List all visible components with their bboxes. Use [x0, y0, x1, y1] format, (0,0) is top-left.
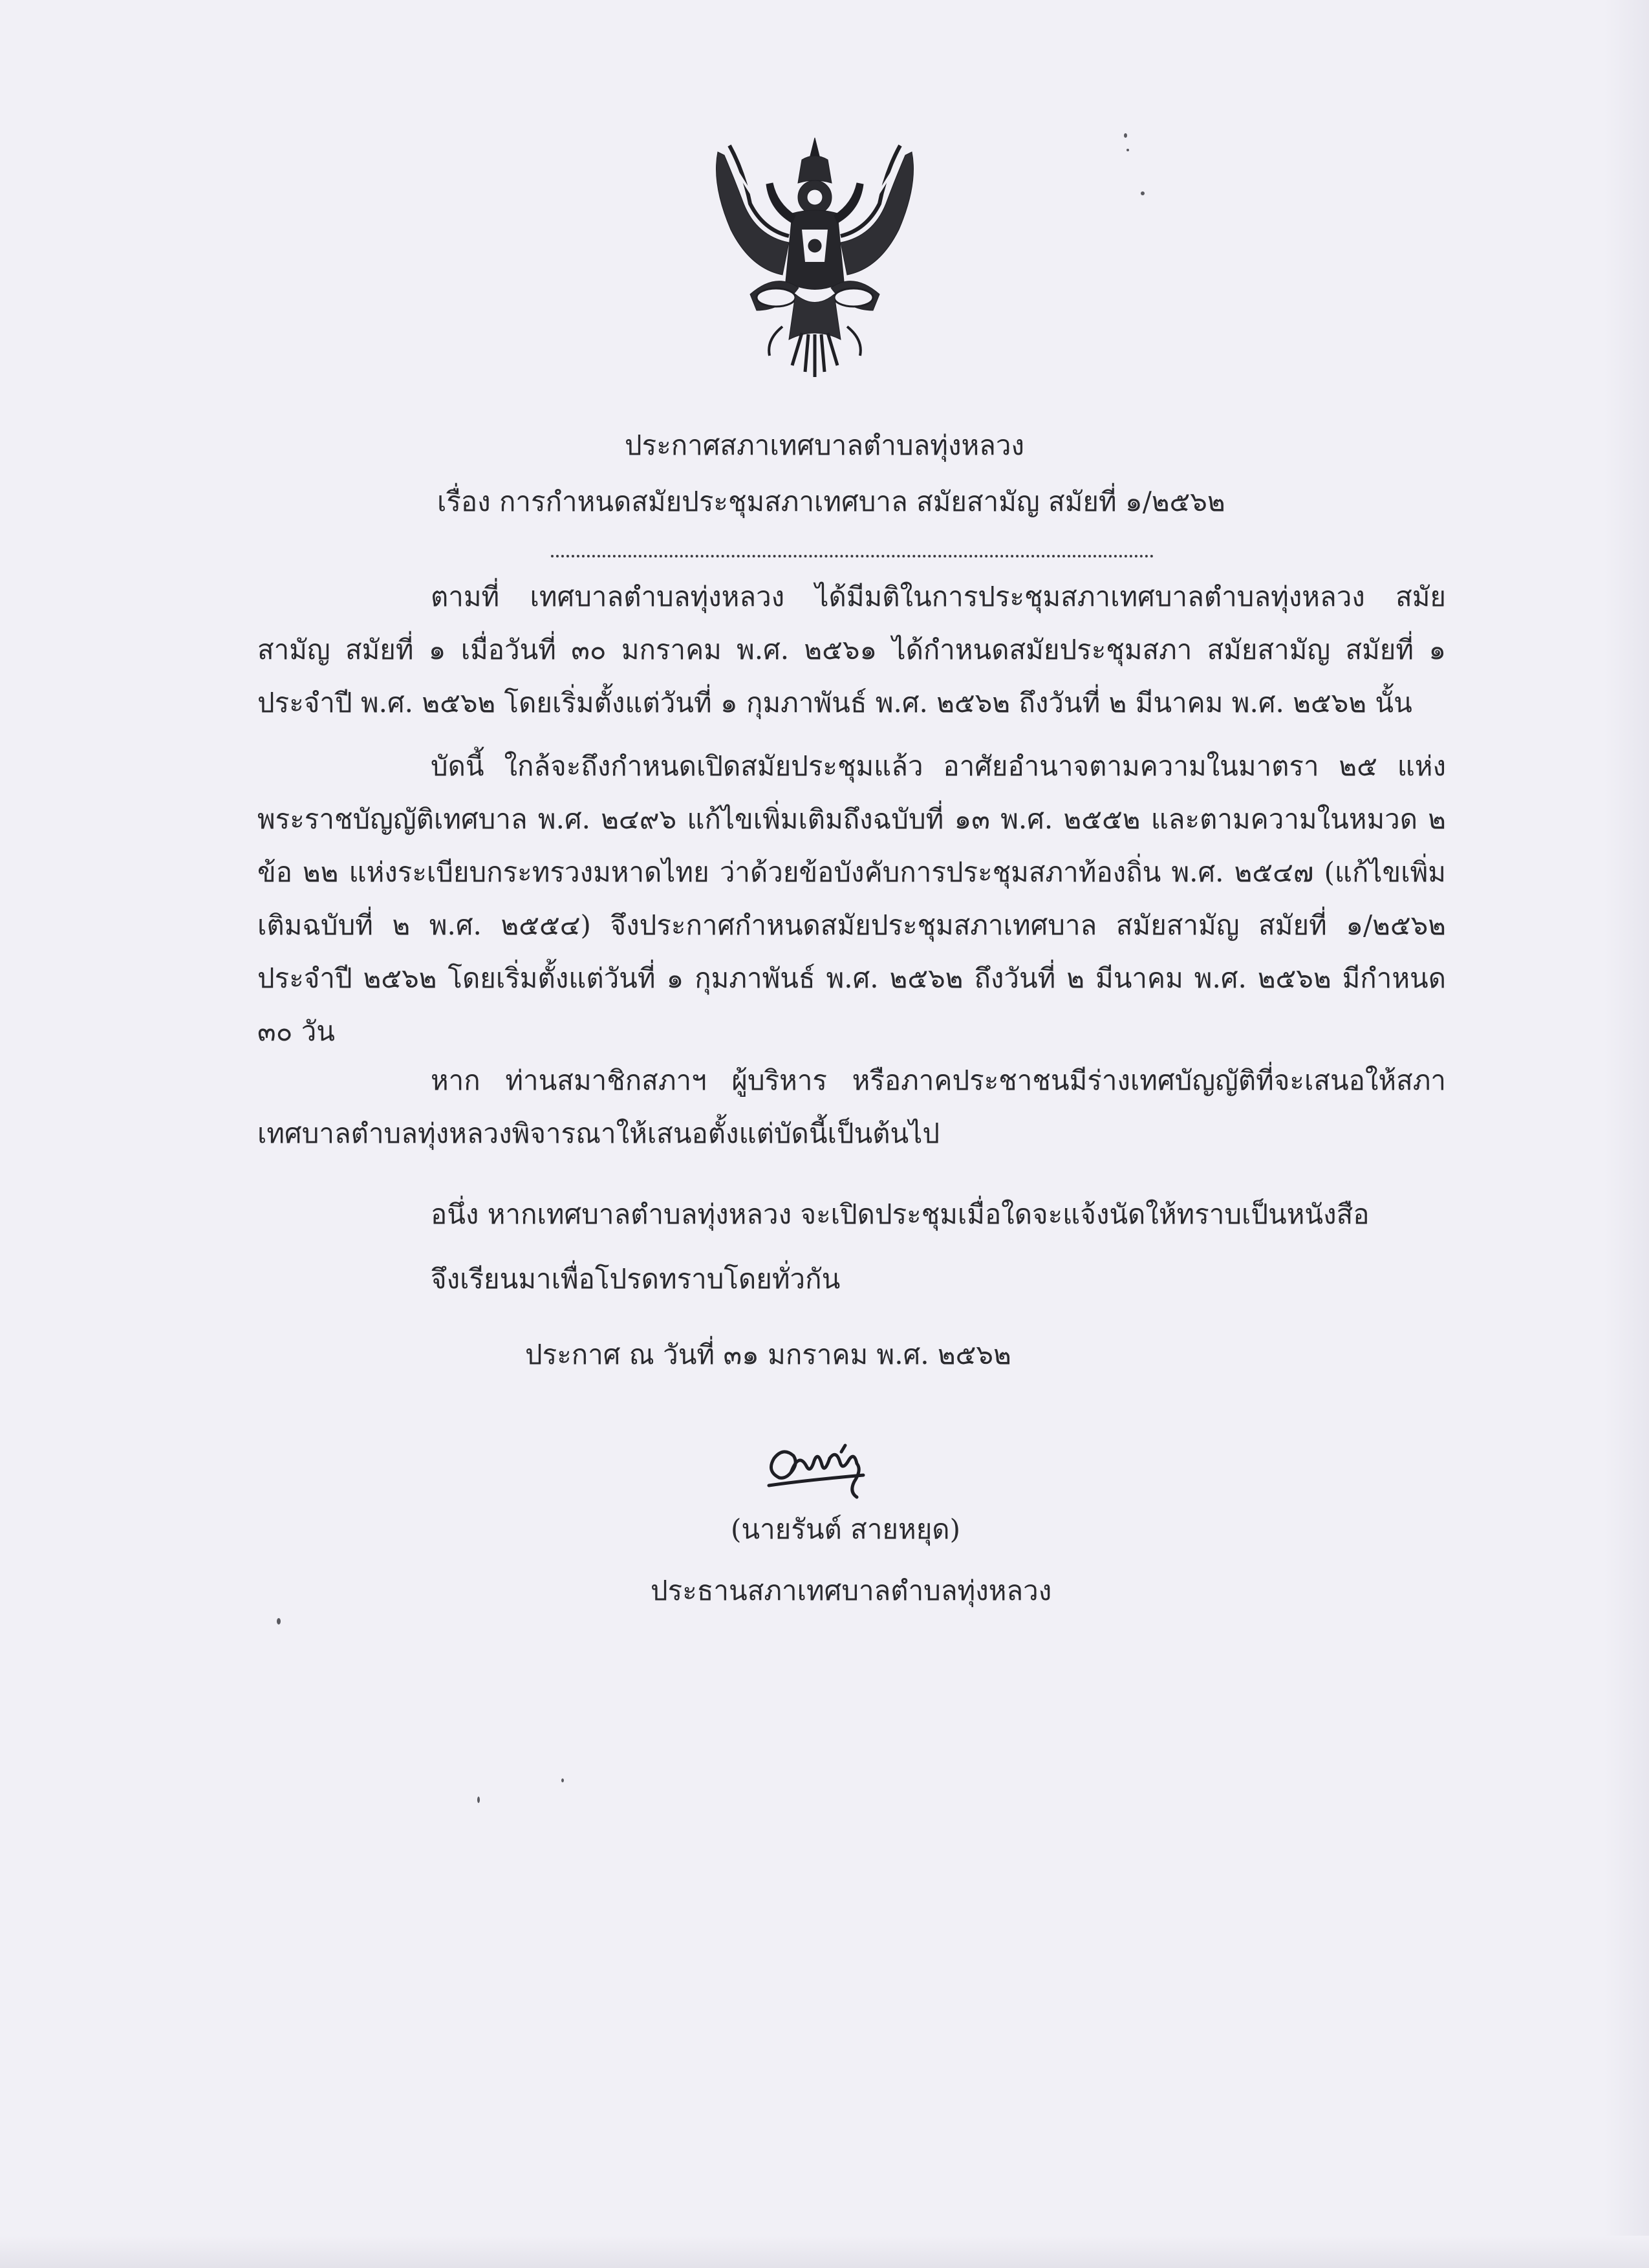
body-paragraph-3: หาก ท่านสมาชิกสภาฯ ผู้บริหาร หรือภาคประชาชนมีร่างเทศบัญญัติที่จะเสนอให้สภาเทศบาลตำบลทุ่งหลวงพิจารณาให้เสนอตั้งแต่บัดนี้เป็นต้นไป [257, 1064, 1446, 1149]
scan-speck [1126, 149, 1129, 151]
garuda-emblem-icon [705, 133, 925, 385]
handwritten-signature [760, 1432, 876, 1504]
scan-speck [1141, 191, 1145, 195]
announcement-date: ประกาศ ณ วันที่ ๓๑ มกราคม พ.ศ. ๒๕๖๒ [525, 1339, 1011, 1370]
body-paragraph-2: บัดนี้ ใกล้จะถึงกำหนดเปิดสมัยประชุมแล้ว อาศัยอำนาจตามความในมาตรา ๒๕ แห่งพระราชบัญญัติเทศบาล พ.ศ. ๒๔๙๖ แก้ไขเพิ่มเติมถึงฉบับที่ ๑๓ พ.ศ. ๒๕๕๒ และตามความในหมวด ๒ ข้อ ๒๒ แห่งระเบียบกระทรวงมหาดไทย ว่าด้วยข้อบังคับการประชุมสภาท้องถิ่น พ.ศ. ๒๕๔๗ (แก้ไขเพิ่มเติมฉบับที่ ๒ พ.ศ. ๒๕๕๔) จึงประกาศกำหนดสมัยประชุมสภาเทศบาล สมัยสามัญ สมัยที่ ๑/๒๕๖๒ ประจำปี ๒๕๖๒ โดยเริ่มตั้งแต่วันที่ ๑ กุมภาพันธ์ พ.ศ. ๒๕๖๒ ถึงวันที่ ๒ มีนาคม พ.ศ. ๒๕๖๒ มีกำหนด ๓๐ วัน [257, 750, 1446, 1047]
scan-speck [277, 1618, 281, 1625]
scan-speck [561, 1778, 564, 1782]
scan-bottom-shadow [0, 2236, 1649, 2268]
announcement-subject: เรื่อง การกำหนดสมัยประชุมสภาเทศบาล สมัยสามัญ สมัยที่ ๑/๒๕๖๒ [437, 486, 1225, 517]
body-paragraph-1: ตามที่ เทศบาลตำบลทุ่งหลวง ได้มีมติในการประชุมสภาเทศบาลตำบลทุ่งหลวง สมัยสามัญ สมัยที่ ๑ เมื่อวันที่ ๓๐ มกราคม พ.ศ. ๒๕๖๑ ได้กำหนดสมัยประชุมสภา สมัยสามัญ สมัยที่ ๑ ประจำปี พ.ศ. ๒๕๖๒ โดยเริ่มตั้งแต่วันที่ ๑ กุมภาพันธ์ พ.ศ. ๒๕๖๒ ถึงวันที่ ๒ มีนาคม พ.ศ. ๒๕๖๒ นั้น [257, 581, 1446, 718]
announcement-title: ประกาศสภาเทศบาลตำบลทุ่งหลวง [624, 429, 1024, 461]
scan-edge-shadow [1604, 0, 1649, 2268]
scan-speck [1124, 133, 1127, 138]
scan-speck [477, 1797, 480, 1803]
further-notice: อนึ่ง หากเทศบาลตำบลทุ่งหลวง จะเปิดประชุมเมื่อใดจะแจ้งนัดให้ทราบเป็นหนังสือ [431, 1198, 1370, 1230]
signer-name: (นายรันต์ สายหยุด) [731, 1513, 960, 1545]
closing-line: จึงเรียนมาเพื่อโปรดทราบโดยทั่วกัน [431, 1263, 841, 1295]
dotted-divider [551, 555, 1154, 557]
signer-position: ประธานสภาเทศบาลตำบลทุ่งหลวง [651, 1575, 1052, 1606]
